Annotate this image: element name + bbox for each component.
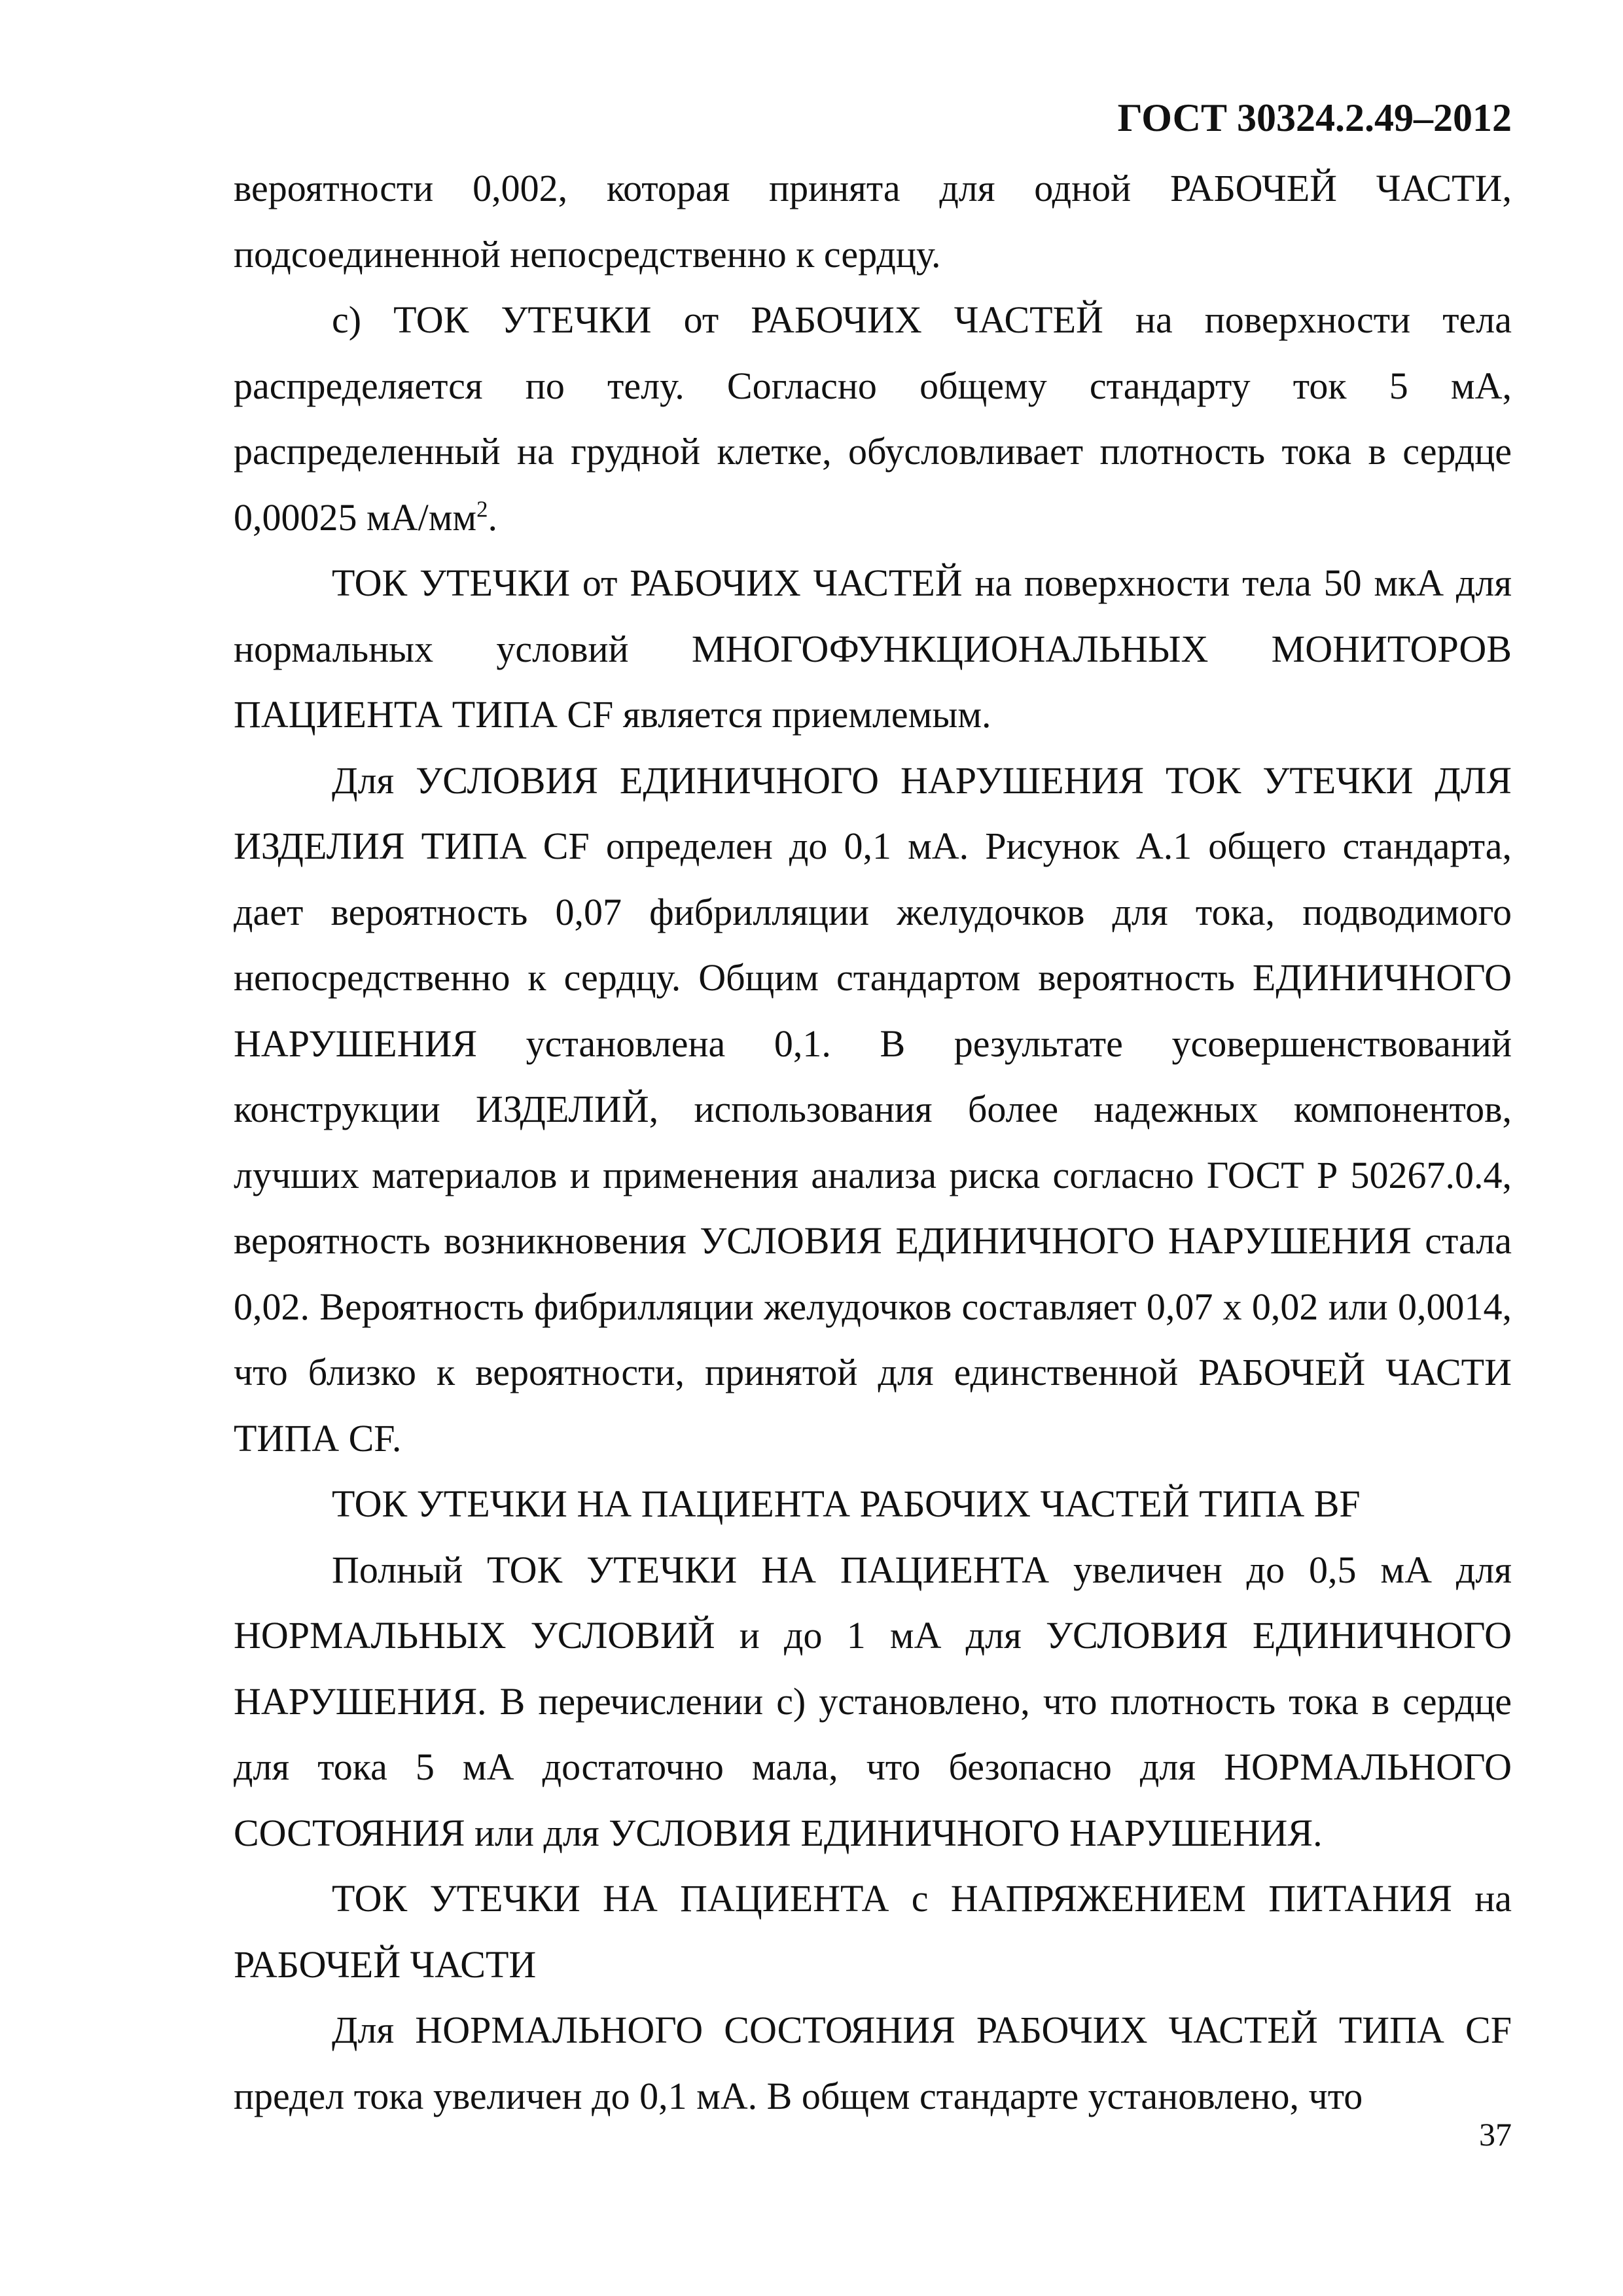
heading-bf-leakage: ТОК УТЕЧКИ НА ПАЦИЕНТА РАБОЧИХ ЧАСТЕЙ ТИПА BF bbox=[332, 1482, 1361, 1525]
heading-mains-on-applied-part: ТОК УТЕЧКИ НА ПАЦИЕНТА с НАПРЯЖЕНИЕМ ПИТАНИЯ на РАБОЧЕЙ ЧАСТИ bbox=[234, 1877, 1512, 1986]
paragraph-total-leakage: Полный ТОК УТЕЧКИ НА ПАЦИЕНТА увеличен до 0,5 мА для НОРМАЛЬНЫХ УСЛОВИЙ и до 1 мА для УСЛОВИЯ ЕДИНИЧНОГО НАРУШЕНИЯ. В перечислении с) установлено, что плотность тока в сердце для тока 5 мА достаточно мала, что безопасно для НОРМАЛЬНОГО СОСТОЯНИЯ или для УСЛОВИЯ ЕДИНИЧНОГО НАРУШЕНИЯ. bbox=[234, 1548, 1512, 1854]
paragraph-single-fault: Для УСЛОВИЯ ЕДИНИЧНОГО НАРУШЕНИЯ ТОК УТЕЧКИ ДЛЯ ИЗДЕЛИЯ ТИПА CF определен до 0,1 мА. Рисунок А.1 общего стандарта, дает вероятность 0,07 фибрилляции желудочков для тока, подводимого непосредственно к сердцу. Общим стандартом вероятность ЕДИНИЧНОГО НАРУШЕНИЯ установлена 0,1. В результате усовершенствований конструкции ИЗДЕЛИЙ, использования более надежных компонентов, лучших материалов и применения анализа риска согласно ГОСТ Р 50267.0.4, вероятность возникновения УСЛОВИЯ ЕДИНИЧНОГО НАРУШЕНИЯ стала 0,02. Вероятность фибрилляции желудочков составляет 0,07 х 0,02 или 0,0014, что близко к вероятности, принятой для единственной РАБОЧЕЙ ЧАСТИ ТИПА CF. bbox=[234, 759, 1512, 1460]
standard-code-header: ГОСТ 30324.2.49–2012 bbox=[1117, 96, 1512, 139]
paragraph-surface-leakage: ТОК УТЕЧКИ от РАБОЧИХ ЧАСТЕЙ на поверхности тела 50 мкА для нормальных условий МНОГОФУНКЦИОНАЛЬНЫХ МОНИТОРОВ ПАЦИЕНТА ТИПА CF является приемлемым. bbox=[234, 562, 1512, 736]
superscript-squared: 2 bbox=[476, 496, 488, 522]
body-text bbox=[234, 156, 1512, 2129]
paragraph-normal-condition: Для НОРМАЛЬНОГО СОСТОЯНИЯ РАБОЧИХ ЧАСТЕЙ ТИПА CF предел тока увеличен до 0,1 мА. В общем стандарте установлено, что bbox=[234, 2009, 1512, 2117]
paragraph-c bbox=[234, 287, 1512, 550]
paragraph-c-period: . bbox=[488, 495, 498, 539]
paragraph-continuation: вероятности 0,002, которая принята для одной РАБОЧЕЙ ЧАСТИ, подсоединенной непосредственно к сердцу. bbox=[234, 167, 1512, 276]
page-number: 37 bbox=[1479, 2116, 1512, 2153]
paragraph-c-text: с) ТОК УТЕЧКИ от РАБОЧИХ ЧАСТЕЙ на поверхности тела распределяется по телу. Согласно общему стандарту ток 5 мА, распределенный на грудной клетке, обусловливает плотность тока в сердце 0,00025 мА/мм bbox=[234, 298, 1512, 539]
